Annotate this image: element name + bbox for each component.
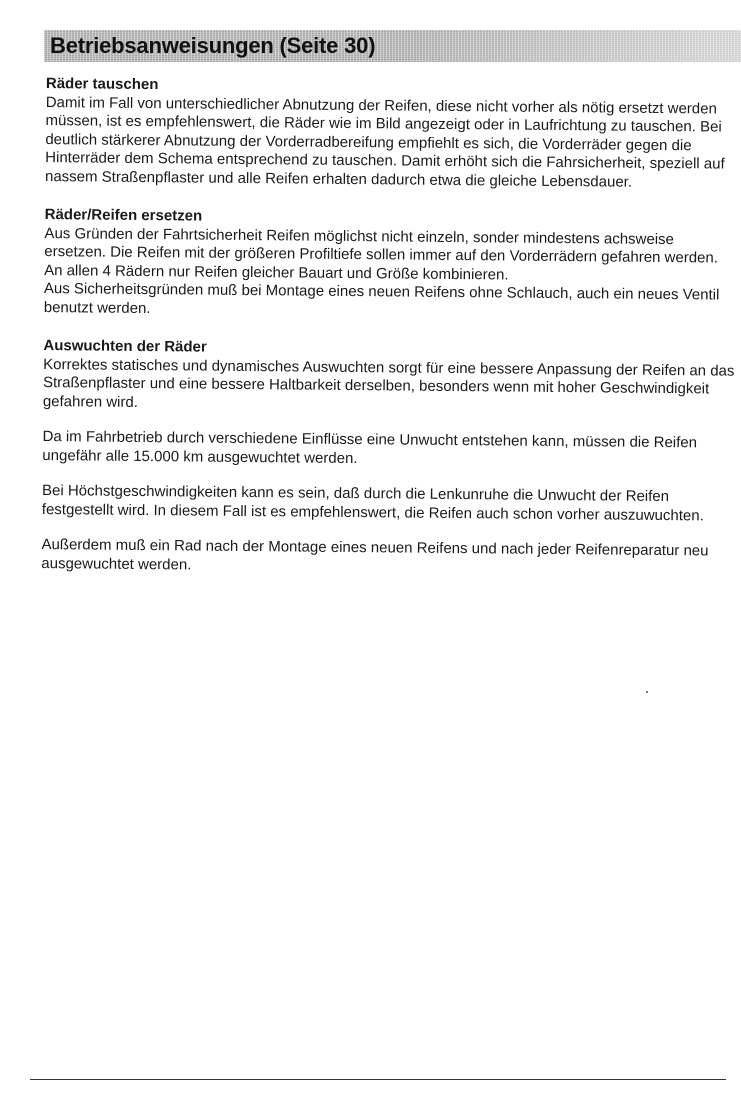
paragraph: Aus Sicherheitsgründen muß bei Montage eines neuen Reifens ohne Schlauch, auch ein neues Ventil benutzt werden.	[43, 280, 720, 317]
header-fade	[411, 30, 741, 62]
section-auswuchten	[35, 337, 737, 580]
paragraph: Damit im Fall von unterschiedlicher Abnutzung der Reifen, diese nicht vorher als nötig ersetzt werden müssen, ist es empfehlenswert, die Räder wie im Bild angezeigt oder in Laufrichtung zu tauschen. Bei deutlich stärkerer Abnutzung der Vorderradbereifung empfiehlt es sich, die Vorderräder gegen die Hinterräder dem Schema entsprechend zu tauschen. Damit erhöht sich die Fahrsicherheit, speziell auf nassem Straßenpflaster und alle Reifen erhalten dadurch etwa die gleiche Lebensdauer.	[44, 93, 725, 191]
paragraph: Korrektes statisches und dynamisches Auswuchten sorgt für eine bessere Anpassung der Reifen an das Straßenpflaster und eine bessere Haltbarkeit derselben, besonders wenn mit hoher Geschwindigkeit gefahren wird.	[42, 355, 735, 411]
paragraph: Aus Gründen der Fahrtsicherheit Reifen möglichst nicht einzeln, sonder mindestens achsweise ersetzen. Die Reifen mit der größeren Profiltiefe sollen immer auf den Vorderrädern gefahren werden.	[44, 224, 719, 267]
paragraph: Da im Fahrbetrieb durch verschiedene Einflüsse eine Unwucht entstehen kann, müssen die Reifen ungefähr alle 15.000 km ausgewuchtet werden.	[42, 428, 698, 467]
paragraph: An allen 4 Rädern nur Reifen gleicher Bauart und Größe kombinieren.	[44, 261, 509, 284]
section-raeder-tauschen	[39, 75, 740, 193]
section-heading: Auswuchten der Räder	[43, 337, 207, 356]
document-body	[35, 75, 740, 580]
scan-speck	[646, 691, 648, 693]
section-heading: Räder/Reifen ersetzen	[44, 206, 203, 225]
paragraph: Bei Höchstgeschwindigkeiten kann es sein, daß durch die Lenkunruhe die Unwucht der Reifen festgestellt wird. In diesem Fall ist es empfehlenswert, die Reifen auch schon vorher auszuwuchten.	[41, 482, 704, 524]
section-raeder-reifen-ersetzen	[38, 206, 739, 324]
section-heading: Räder tauschen	[45, 75, 159, 94]
page-header-band	[44, 30, 741, 62]
page-title: Betriebsanweisungen (Seite 30)	[50, 33, 376, 58]
paragraph: Außerdem muß ein Rad nach der Montage eines neuen Reifens und nach jeder Reifenreparatur neu ausgewuchtet werden.	[41, 536, 709, 573]
footer-rule	[30, 1079, 726, 1080]
